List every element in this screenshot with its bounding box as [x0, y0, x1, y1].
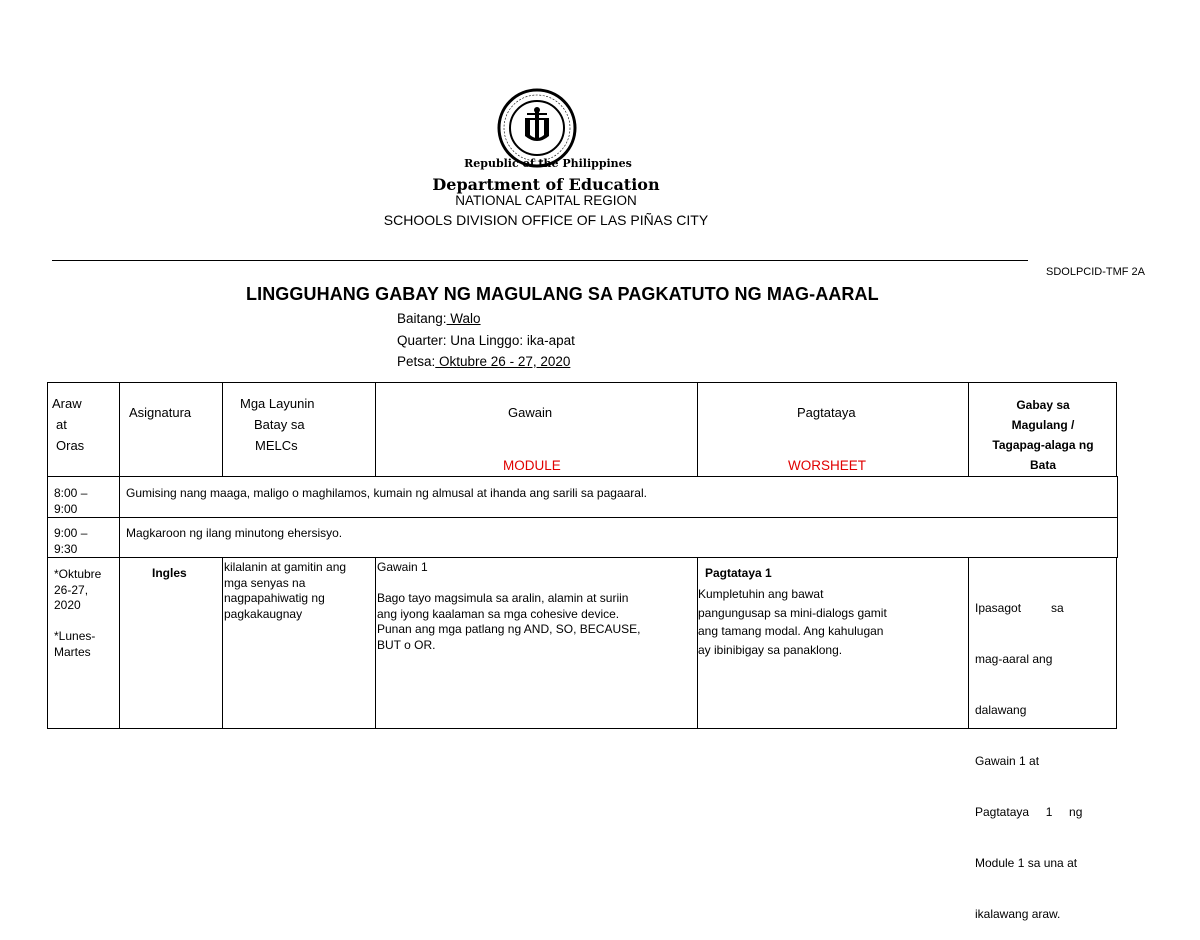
row3-layunin: kilalanin at gamitin ang mga senyas na nagpapahiwatig ng pagkakaugnay [224, 560, 347, 621]
header-gawain: Gawain [508, 405, 553, 420]
row3-gawain: Gawain 1 Bago tayo magsimula sa aralin, alamin at suriin ang iyong kaalaman sa mga cohesive device. Punan ang mga patlang ng AND, SO, BECAUSE, BUT o OR. [377, 560, 641, 652]
row3-gabay: Ipasagot sa mag-aaral ang dalawang Gawain 1 at Pagtataya 1 ng Module 1 sa una at ikalawang araw. [975, 601, 1083, 921]
row2-activity: Magkaroon ng ilang minutong ehersisyo. [126, 526, 343, 540]
header-cell-asignatura [119, 382, 223, 477]
header-divider [52, 260, 1028, 261]
pagtataya-title: Pagtataya 1 [705, 566, 772, 580]
deped-seal-logo [497, 88, 577, 168]
row2-time: 9:00 – 9:30 [54, 526, 88, 556]
document-code: SDOLPCID-TMF 2A [1046, 266, 1146, 278]
quarter-line: Quarter: Una Linggo: ika-apat [397, 333, 575, 348]
page-title: LINGGUHANG GABAY NG MAGULANG SA PAGKATUTO NG MAG-AARAL [246, 284, 879, 304]
row3-araw: *Oktubre 26-27, 2020 *Lunes- Martes [54, 567, 102, 659]
baitang-value: Walo [446, 311, 481, 326]
header-pagtataya-worsheet: WORSHEET [788, 458, 867, 473]
header-layunin: Mga Layunin Batay sa MELCs [240, 396, 315, 453]
petsa-line: Petsa: Oktubre 26 - 27, 2020 [397, 354, 571, 369]
row3-pagtataya: Kumpletuhin ang bawat pangungusap sa mini-dialogs gamit ang tamang modal. Ang kahulugan ay ibinibigay sa panaklong. [698, 587, 887, 657]
petsa-value: Oktubre 26 - 27, 2020 [435, 354, 571, 369]
header-araw: Araw at Oras [52, 396, 85, 453]
baitang-line: Baitang: Walo [397, 311, 481, 326]
header-asignatura: Asignatura [129, 405, 192, 420]
row3-asignatura-cell [119, 557, 223, 729]
gawain-title: Gawain 1 [377, 560, 428, 574]
row1-time: 8:00 – 9:00 [54, 486, 88, 516]
header-gabay: Gabay sa Magulang / Tagapag-alaga ng Bata [992, 398, 1094, 472]
header-gawain-module: MODULE [503, 458, 561, 473]
row3-asignatura: Ingles [152, 566, 187, 580]
row1-activity: Gumising nang maaga, maligo o maghilamos, kumain ng almusal at ihanda ang sarili sa pagaaral. [126, 486, 647, 500]
header-pagtataya: Pagtataya [797, 405, 856, 420]
